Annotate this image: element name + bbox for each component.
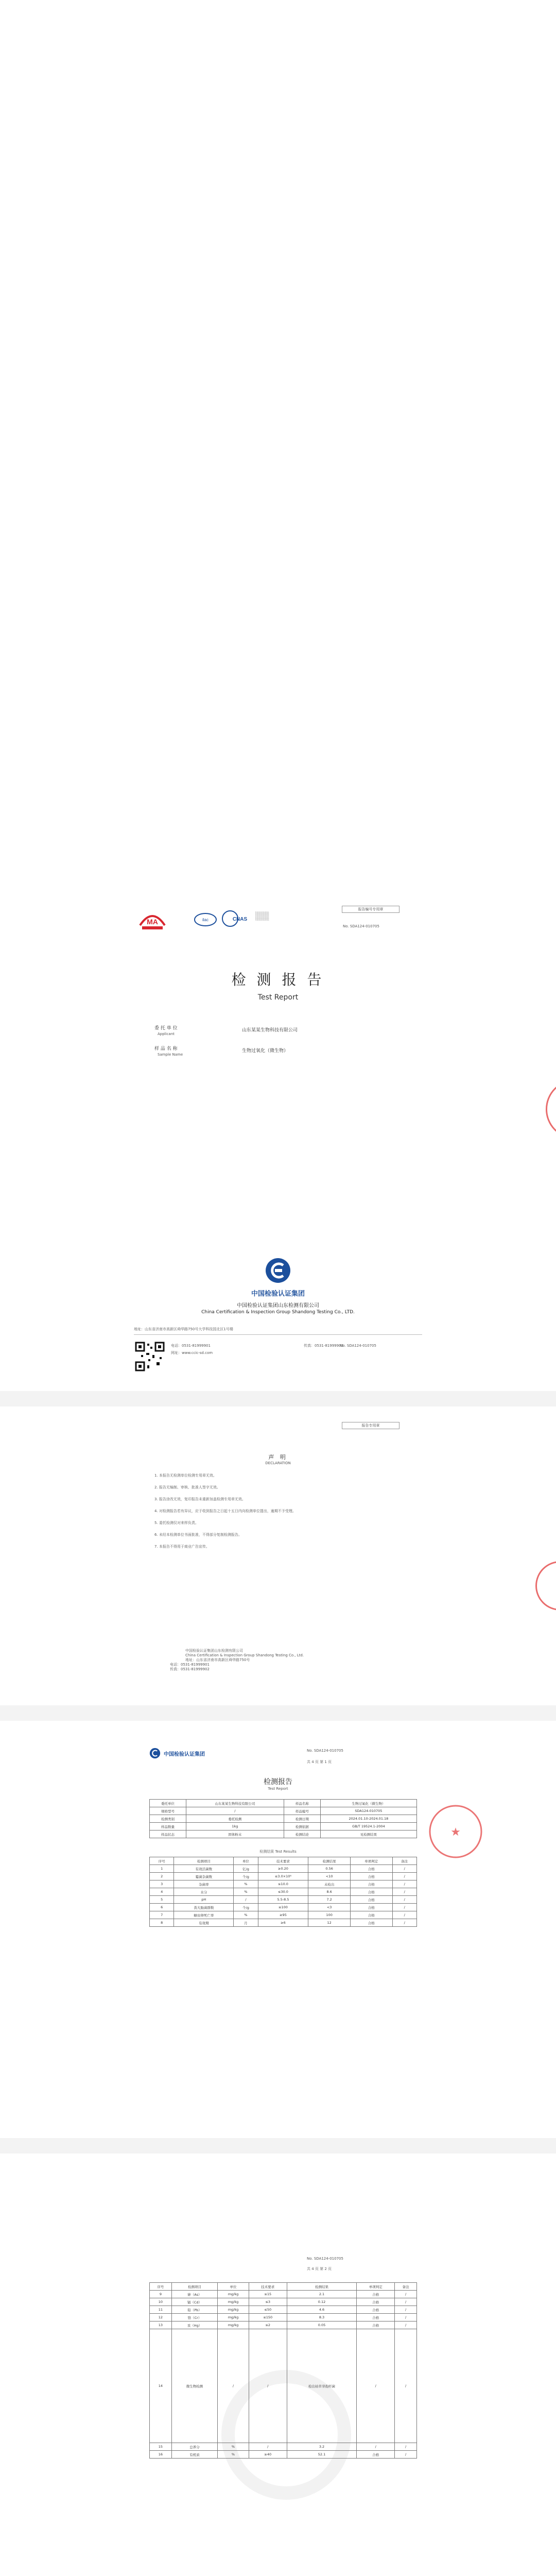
page-label-p1: 共 4 页 第 1 页	[307, 1760, 332, 1764]
red-seal-report-p1	[427, 1803, 484, 1860]
report-header-p1	[149, 1747, 417, 1762]
applicant-label-en: Applicant	[158, 1032, 175, 1036]
ilac-logo-icon	[194, 912, 217, 927]
table-row: 2 霉菌杂菌数 个/g ≤3.0×10⁶ <10 合格 /	[150, 1873, 417, 1880]
cover-field-sample	[154, 1046, 422, 1066]
declaration-item: 4. 对检测报告若有异议，应于收到报告之日起十五日内向检测单位提出，逾期不予受理。	[154, 1509, 296, 1513]
results-table-p1	[149, 1857, 417, 1927]
table-row: 9 砷（As） mg/kg ≤15 2.1 合格 /	[150, 2291, 417, 2298]
cover-fax: 传真：0531-81999902	[304, 1344, 343, 1348]
report-no-p2: No. SDA124-010705	[307, 2257, 343, 2261]
sample-label-en: Sample Name	[158, 1053, 183, 1057]
cover-title-en: Test Report	[257, 993, 299, 1002]
red-seal-edge-cover	[546, 1079, 556, 1139]
cover-fields	[154, 1025, 422, 1066]
declaration-address: 地址：山东省济南市高新区舜华路750号	[185, 1658, 250, 1662]
table-row: 15 总养分 % / 3.2 / /	[150, 2443, 417, 2451]
cover-field-applicant	[154, 1025, 422, 1046]
declaration-item: 1. 本报告无检测单位检测专用章无效。	[154, 1473, 217, 1478]
declaration-fax: 传真：0531-81999902	[170, 1667, 210, 1671]
cover-qr-icon	[135, 1342, 165, 1371]
table-row: 12 铬（Cr） mg/kg ≤150 8.3 合格 /	[150, 2314, 417, 2321]
page-gap	[0, 1391, 556, 1406]
report-title-en: Test Report	[268, 1787, 288, 1791]
cover-title-cn: 检 测 报 告	[231, 971, 325, 988]
declaration-item: 6. 未经本检测单位书面批准，不得部分复制检测报告。	[154, 1533, 242, 1537]
red-seal-edge-declaration	[535, 1561, 556, 1611]
table-row: 1 有效活菌数 亿/g ≥0.20 0.56 合格 /	[150, 1865, 417, 1873]
report-title-cn: 检测报告	[264, 1778, 292, 1786]
results-table-p2	[149, 2282, 417, 2459]
svg-text:ilac: ilac	[202, 918, 209, 922]
declaration-company	[170, 1649, 438, 1672]
table-row: 检测类别 委托检测 检测日期 2024.01.10-2024.01.18	[150, 1815, 417, 1823]
report-group-name: 中国检验认证集团	[164, 1752, 205, 1757]
page-gap	[0, 1705, 556, 1721]
declaration-company-en: China Certification & Inspection Group Shandong Testing Co., Ltd.	[185, 1653, 304, 1657]
page-label-p2: 共 4 页 第 2 页	[307, 2267, 332, 2271]
table-row: 11 铅（Pb） mg/kg ≤50 4.6 合格 /	[150, 2306, 417, 2314]
table-row: 16 有机质 % ≥40 52.1 合格 /	[150, 2451, 417, 2459]
cover-page	[0, 0, 556, 921]
ccic-logo-icon	[265, 1257, 291, 1284]
accreditation-codes: ░░░░░ ░░░░░	[255, 912, 269, 921]
sample-value: 生物过氧化（微生物）	[242, 1048, 289, 1054]
report-stamp-box: 报告编号专用章	[342, 906, 399, 913]
cma-logo-icon	[138, 910, 167, 930]
table-header-row: 序号 检测项目 单位 技术要求 检测结果 单项判定 备注	[150, 1857, 417, 1865]
cnas-logo-icon	[221, 910, 250, 927]
table-row: 3 杂菌率 % ≤10.0 未检出 合格 /	[150, 1880, 417, 1888]
cover-title	[0, 969, 556, 1002]
declaration-company-cn: 中国检验认证集团山东检测有限公司	[185, 1649, 243, 1653]
table-row: 4 水分 % ≤30.0 8.6 合格 /	[150, 1888, 417, 1896]
report-no-p1: No. SDA124-010705	[307, 1749, 343, 1753]
declaration-title-en: DECLARATION	[265, 1461, 291, 1465]
table-header-row: 序号 检测项目 单位 技术要求 检测结果 单项判定 备注	[150, 2283, 417, 2291]
declaration-items	[154, 1473, 412, 1556]
table-row: 7 蛔虫卵死亡率 % ≥95 100 合格 /	[150, 1911, 417, 1919]
divider	[134, 1334, 422, 1335]
declaration-item: 5. 委托检测仅对来样负责。	[154, 1521, 199, 1525]
declaration-title	[0, 1453, 556, 1466]
cover-tel: 电话：0531-81999901	[171, 1344, 211, 1348]
applicant-label: 委 托 单 位	[154, 1026, 178, 1031]
table-row: 10 镉（Cd） mg/kg ≤3 0.12 合格 /	[150, 2298, 417, 2306]
ccic-logo-icon	[149, 1748, 161, 1759]
cover-contact-block	[134, 1327, 422, 1332]
table-row: 8 有效期 月 ≥6 12 合格 /	[150, 1919, 417, 1927]
report-info-table	[149, 1799, 417, 1838]
svg-text:CNAS: CNAS	[232, 917, 248, 922]
sample-label: 样 品 名 称	[154, 1046, 178, 1052]
table-row: 样品数量 1kg 检测依据 GB/T 19524.1-2004	[150, 1823, 417, 1831]
report-number: No. SDA124-010705	[343, 924, 379, 928]
report-title	[0, 1776, 556, 1791]
svg-text:★: ★	[450, 1826, 461, 1839]
cover-company-en: China Certification & Inspection Group Shandong Testing Co., LTD.	[201, 1310, 355, 1315]
table-row: 13 汞（Hg） mg/kg ≤2 0.05 合格 /	[150, 2321, 417, 2329]
declaration-item: 7. 本报告不得用于商业广告宣传。	[154, 1545, 210, 1549]
table-row: 6 粪大肠菌群数 个/g ≤100 <3 合格 /	[150, 1904, 417, 1911]
cover-address: 地址：山东省济南市高新区舜华路750号大学科技园北区1号楼	[134, 1327, 233, 1331]
table-row-tall: 14 微生物检测 / / 检出枯草芽孢杆菌 / /	[150, 2329, 417, 2443]
declaration-item: 2. 报告无编制、审核、批准人签字无效。	[154, 1485, 220, 1489]
cover-header	[0, 896, 556, 938]
page-gap	[0, 2138, 556, 2154]
table-row: 委托单位 山东某某生物科技有限公司 样品名称 生物过氧化（微生物）	[150, 1800, 417, 1807]
cover-company-block	[0, 1257, 556, 1315]
cover-report-number: No. SDA124-010705	[340, 1344, 376, 1348]
svg-text:MA: MA	[147, 918, 158, 926]
applicant-value: 山东某某生物科技有限公司	[242, 1028, 298, 1033]
cover-company-cn: 中国检验认证集团山东检测有限公司	[237, 1303, 319, 1309]
declaration-tel: 电话：0531-81999901	[170, 1663, 210, 1667]
results-title: 检测结果 Test Results	[259, 1850, 297, 1854]
table-row: 样品状态 固体粉末 检测结论 见检测结果	[150, 1831, 417, 1838]
declaration-stamp-box: 报告专用章	[342, 1422, 399, 1429]
cover-website: 网址：www.ccic-sd.com	[171, 1351, 213, 1355]
table-row: 规格型号 / 样品编号 SDA124-010705	[150, 1807, 417, 1815]
table-row: 5 pH / 5.5-8.5 7.2 合格 /	[150, 1896, 417, 1904]
declaration-title-cn: 声 明	[268, 1454, 288, 1461]
declaration-item: 3. 报告涂改无效，复印报告未重新加盖检测专用章无效。	[154, 1497, 246, 1501]
cover-group-name: 中国检验认证集团	[251, 1290, 305, 1298]
